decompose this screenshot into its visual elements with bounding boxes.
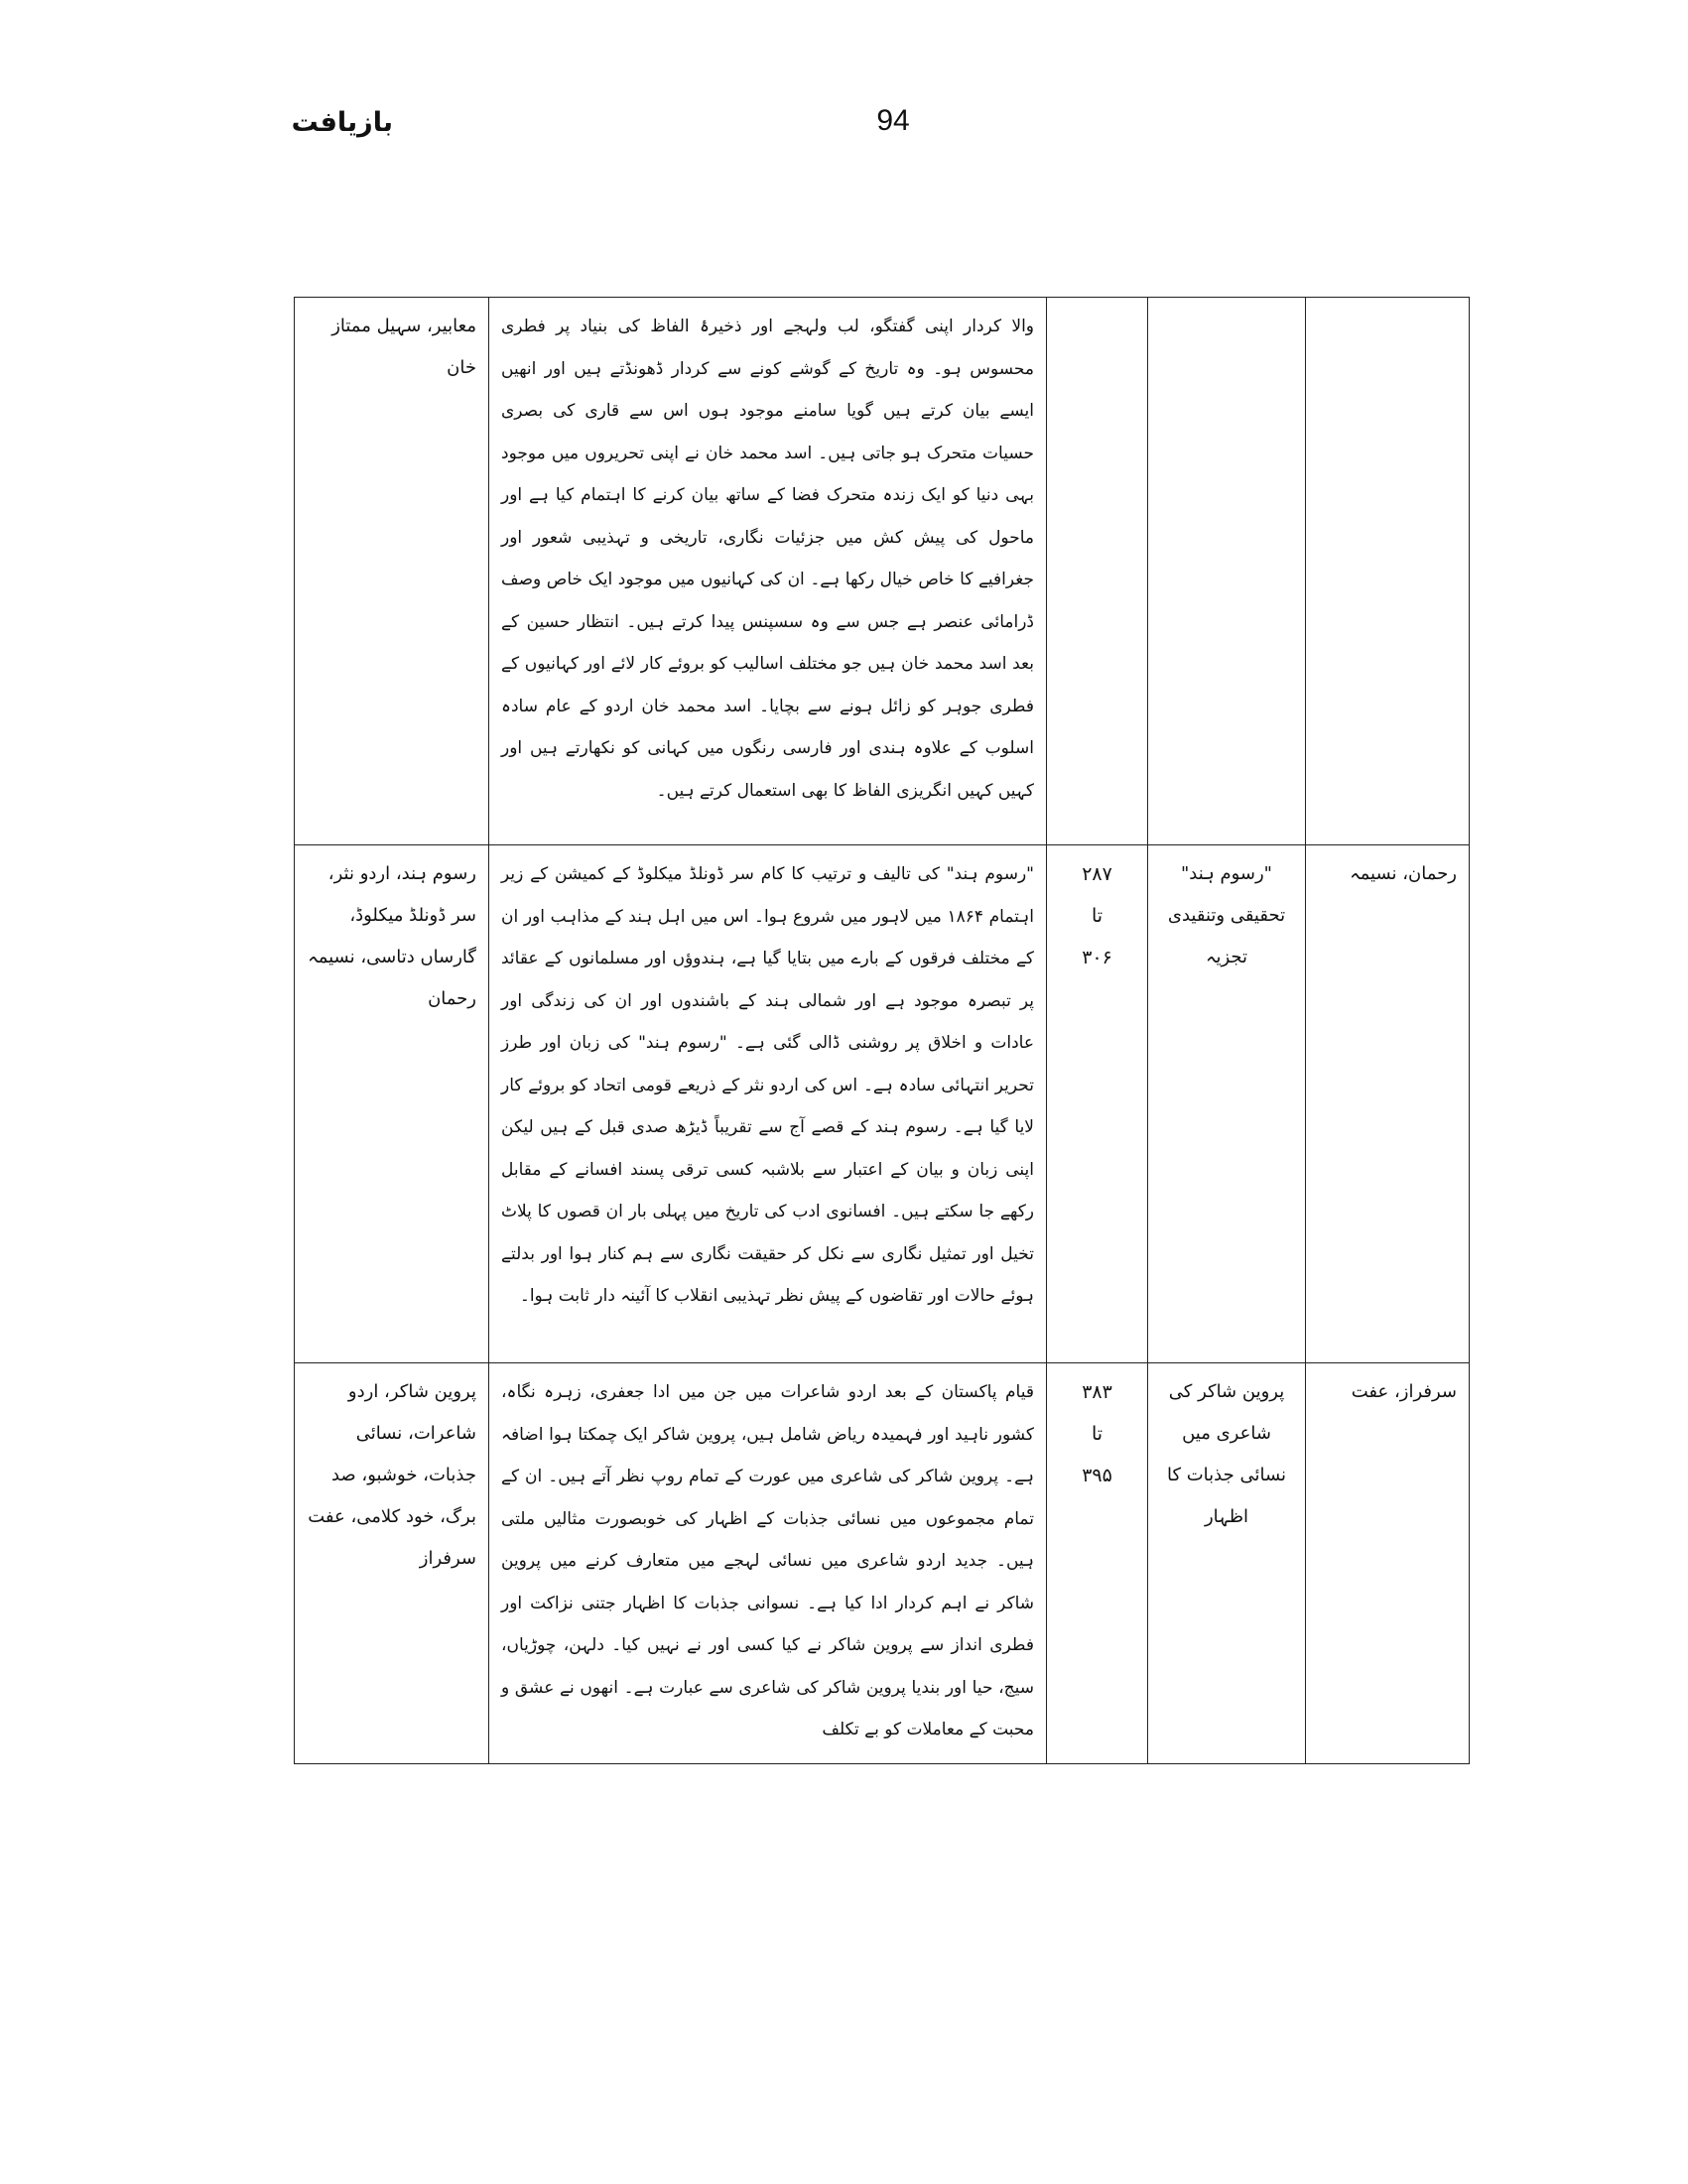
summary-text: قیام پاکستان کے بعد اردو شاعرات میں جن میں ادا جعفری، زہرہ نگاہ، کشور ناہید اور فہمیدہ ریاض شامل ہیں، پروین شاکر ایک چمکتا ہوا اضافہ ہے۔ پروین شاکر کی شاعری میں عورت کے تمام روپ نظر آتے ہیں۔ ان کے تمام مجموعوں میں نسائی جذبات کے اظہار کی خوبصورت مثالیں ملتی ہیں۔ جدید اردو شاعری میں نسائی لہجے میں متعارف کرنے میں پروین شاکر نے اہم کردار ادا کیا ہے۔ نسوانی جذبات کا اظہار جتنی نزاکت اور فطری انداز سے پروین شاکر نے کیا کسی اور نے نہیں کیا۔ دلہن، چوڑیاں، سیج، حیا اور بندیا پروین شاکر کی شاعری سے عبارت ہے۔ انھوں نے عشق و محبت کے معاملات کو بے تکلف <box>501 1382 1034 1739</box>
page-to: ۳۹۵ <box>1082 1465 1112 1486</box>
author-cell <box>1306 1363 1470 1764</box>
page-range-cell <box>1047 1363 1148 1764</box>
summary-text: "رسوم ہند" کی تالیف و ترتیب کا کام سر ڈونلڈ میکلوڈ کے کمیشن کے زیر اہتمام ۱۸۶۴ میں لاہور میں شروع ہوا۔ اس میں اہل ہند کے مذاہب اور ان کے مختلف فرقوں کے بارے میں بتایا گیا ہے، ہندوؤں اور مسلمانوں کے عقائد پر تبصرہ موجود ہے اور شمالی ہند کے باشندوں اور ان کی زندگی اور عادات و اخلاق پر روشنی ڈالی گئی ہے۔ "رسوم ہند" کی زبان اور طرز تحریر انتہائی سادہ ہے۔ اس کی اردو نثر کے ذریعے قومی اتحاد کو بروئے کار لایا گیا ہے۔ رسوم ہند کے قصے آج سے تقریباً ڈیڑھ صدی قبل کے ہیں لیکن اپنی زبان و بیان کے اعتبار سے بلاشبہ کسی ترقی پسند افسانے کے مقابل رکھے جا سکتے ہیں۔ افسانوی ادب کی تاریخ میں پہلی بار ان قصوں کا پلاٹ تخیل اور تمثیل نگاری سے نکل کر حقیقت نگاری سے ہم کنار ہوا اور بدلتے ہوئے حالات اور تقاضوں کے پیش نظر تہذیبی انقلاب کا آئینہ دار ثابت ہوا۔ <box>501 864 1034 1306</box>
page-separator: تا <box>1091 905 1104 927</box>
article-title-cell <box>1148 298 1306 845</box>
article-title <box>1156 302 1297 306</box>
table-row <box>295 845 1470 1363</box>
keywords-text: پروین شاکر، اردو شاعرات، نسائی جذبات، خوشبو، صد برگ، خود کلامی، عفت سرفراز <box>308 1381 476 1569</box>
summary-cell <box>489 1363 1047 1764</box>
page-range <box>1055 849 1139 978</box>
author-name: رحمان، نسیمہ <box>1350 863 1457 884</box>
article-title: پروین شاکر کی شاعری میں نسائی جذبات کا اظہار <box>1166 1381 1287 1527</box>
keywords-cell <box>295 298 489 845</box>
table-row <box>295 298 1470 845</box>
survey-table <box>294 297 1470 1764</box>
page-range-cell <box>1047 845 1148 1363</box>
page-range-cell <box>1047 298 1148 845</box>
article-title-cell <box>1148 845 1306 1363</box>
article-title: "رسوم ہند" تحقیقی وتنقیدی تجزیہ <box>1167 863 1286 967</box>
page-range <box>1055 1367 1139 1496</box>
page-to: ۳۰۶ <box>1082 947 1112 968</box>
author-name <box>1314 302 1461 306</box>
page-from: ۳۸۳ <box>1082 1381 1112 1403</box>
journal-name: بازیافت <box>291 107 393 138</box>
summary-text: والا کردار اپنی گفتگو، لب ولہجے اور ذخیرۂ الفاظ کی بنیاد پر فطری محسوس ہو۔ وہ تاریخ کے گوشے کونے سے کردار ڈھونڈتے ہیں اور انھیں ایسے بیان کرتے ہیں گویا سامنے موجود ہوں اس سے قاری کی بصری حسیات متحرک ہو جاتی ہیں۔ اسد محمد خان نے اپنی تحریروں میں موجود بہی دنیا کو ایک زندہ متحرک فضا کے ساتھ بیان کرنے کا اہتمام کیا ہے اور ماحول کی پیش کش میں جزئیات نگاری، تاریخی و تہذیبی شعور اور جغرافیے کا خاص خیال رکھا ہے۔ ان کی کہانیوں میں موجود ایک خاص وصف ڈرامائی عنصر ہے جس سے وہ سسپنس پیدا کرتے ہیں۔ انتظار حسین کے بعد اسد محمد خان ہیں جو مختلف اسالیب کو بروئے کار لائے اور کہانیوں کے فطری جوہر کو زائل ہونے سے بچایا۔ اسد محمد خان اردو کے عام سادہ اسلوب کے علاوہ ہندی اور فارسی رنگوں میں کہانی کو نکھارتے ہیں اور کہیں کہیں انگریزی الفاظ کا بھی استعمال کرتے ہیں۔ <box>501 317 1034 801</box>
summary-cell <box>489 845 1047 1363</box>
article-title-cell <box>1148 1363 1306 1764</box>
page-from: ۲۸۷ <box>1082 863 1112 885</box>
author-cell <box>1306 298 1470 845</box>
summary-cell <box>489 298 1047 845</box>
table-row <box>295 1363 1470 1764</box>
author-name: سرفراز، عفت <box>1351 1381 1457 1402</box>
author-cell <box>1306 845 1470 1363</box>
keywords-text: معابیر، سہیل ممتاز خان <box>331 316 476 378</box>
keywords-cell <box>295 845 489 1363</box>
keywords-text: رسوم ہند، اردو نثر، سر ڈونلڈ میکلوڈ، گارساں دتاسی، نسیمہ رحمان <box>308 863 476 1009</box>
page-number: 94 <box>876 104 910 137</box>
page-separator: تا <box>1091 1423 1104 1445</box>
page-range <box>1055 302 1139 306</box>
keywords-cell <box>295 1363 489 1764</box>
